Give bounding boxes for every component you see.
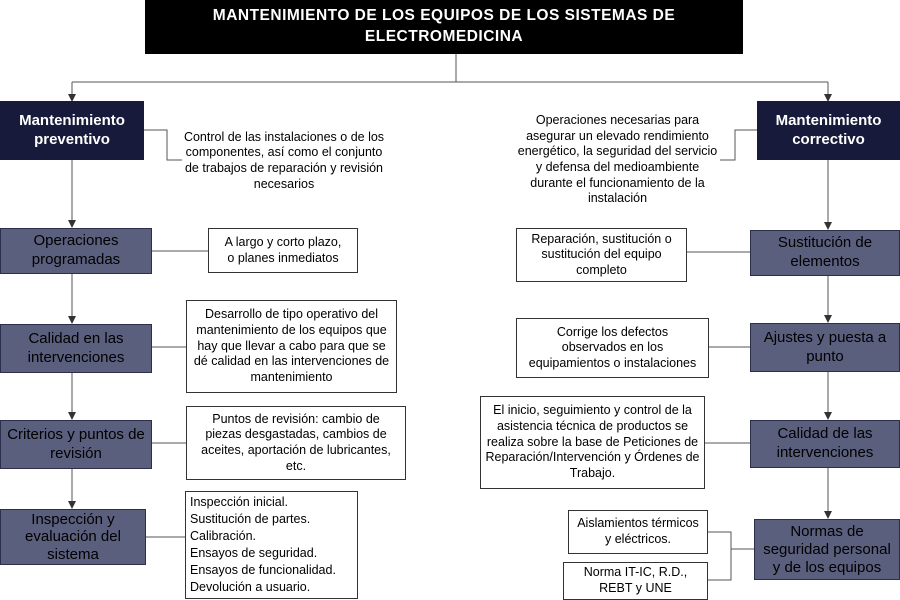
preventive-description: Control de las instalaciones o de los componentes, así como el conjunto de trabajos de reparación y revisión necesarios bbox=[183, 129, 385, 191]
step-calidad-de-las-intervenciones: Calidad de las intervenciones bbox=[750, 420, 900, 468]
note-criterios-puntos-revision: Puntos de revisión: cambio de piezas desgastadas, cambios de aceites, aportación de lubricantes, etc. bbox=[186, 406, 406, 480]
note-ajustes-puesta-punto: Corrige los defectos observados en los equipamientos o instalaciones bbox=[516, 318, 709, 378]
step-calidad-intervenciones: Calidad en las intervenciones bbox=[0, 324, 152, 373]
diagram-title: MANTENIMIENTO DE LOS EQUIPOS DE LOS SISTEMAS DE ELECTROMEDICINA bbox=[145, 0, 743, 54]
note-calidad-intervenciones: Desarrollo de tipo operativo del mantenimiento de los equipos que hay que llevar a cabo para que se dé calidad en las intervenciones de mantenimiento bbox=[186, 300, 397, 393]
corrective-maintenance-header: Mantenimiento correctivo bbox=[757, 101, 900, 160]
step-normas-seguridad: Normas de seguridad personal y de los equipos bbox=[754, 519, 900, 580]
step-ajustes-puesta-punto: Ajustes y puesta a punto bbox=[750, 323, 900, 372]
corrective-description: Operaciones necesarias para asegurar un elevado rendimiento energético, la seguridad del servicio y defensa del medioambiente durante el funcionamiento de la instalación bbox=[517, 113, 718, 206]
step-sustitucion-elementos: Sustitución de elementos bbox=[750, 230, 900, 276]
step-inspeccion-evaluacion: Inspección y evaluación del sistema bbox=[0, 509, 146, 565]
preventive-maintenance-header: Mantenimiento preventivo bbox=[0, 101, 144, 160]
note-operaciones-programadas: A largo y corto plazo, o planes inmediatos bbox=[208, 228, 358, 273]
step-criterios-puntos-revision: Criterios y puntos de revisión bbox=[0, 420, 152, 469]
note-calidad-de-las-intervenciones: El inicio, seguimiento y control de la asistencia técnica de productos se realiza sobre la base de Peticiones de Reparación/Intervención y Órdenes de Trabajo. bbox=[480, 396, 705, 489]
note-inspeccion-evaluacion: Inspección inicial. Sustitución de partes. Calibración. Ensayos de seguridad. Ensayos de funcionalidad. Devolución a usuario. bbox=[185, 491, 358, 599]
note-aislamientos: Aislamientos térmicos y eléctricos. bbox=[568, 510, 708, 554]
step-operaciones-programadas: Operaciones programadas bbox=[0, 228, 152, 274]
note-sustitucion-elementos: Reparación, sustitución o sustitución del equipo completo bbox=[516, 228, 687, 282]
note-normativa: Norma IT-IC, R.D., REBT y UNE bbox=[563, 562, 708, 600]
